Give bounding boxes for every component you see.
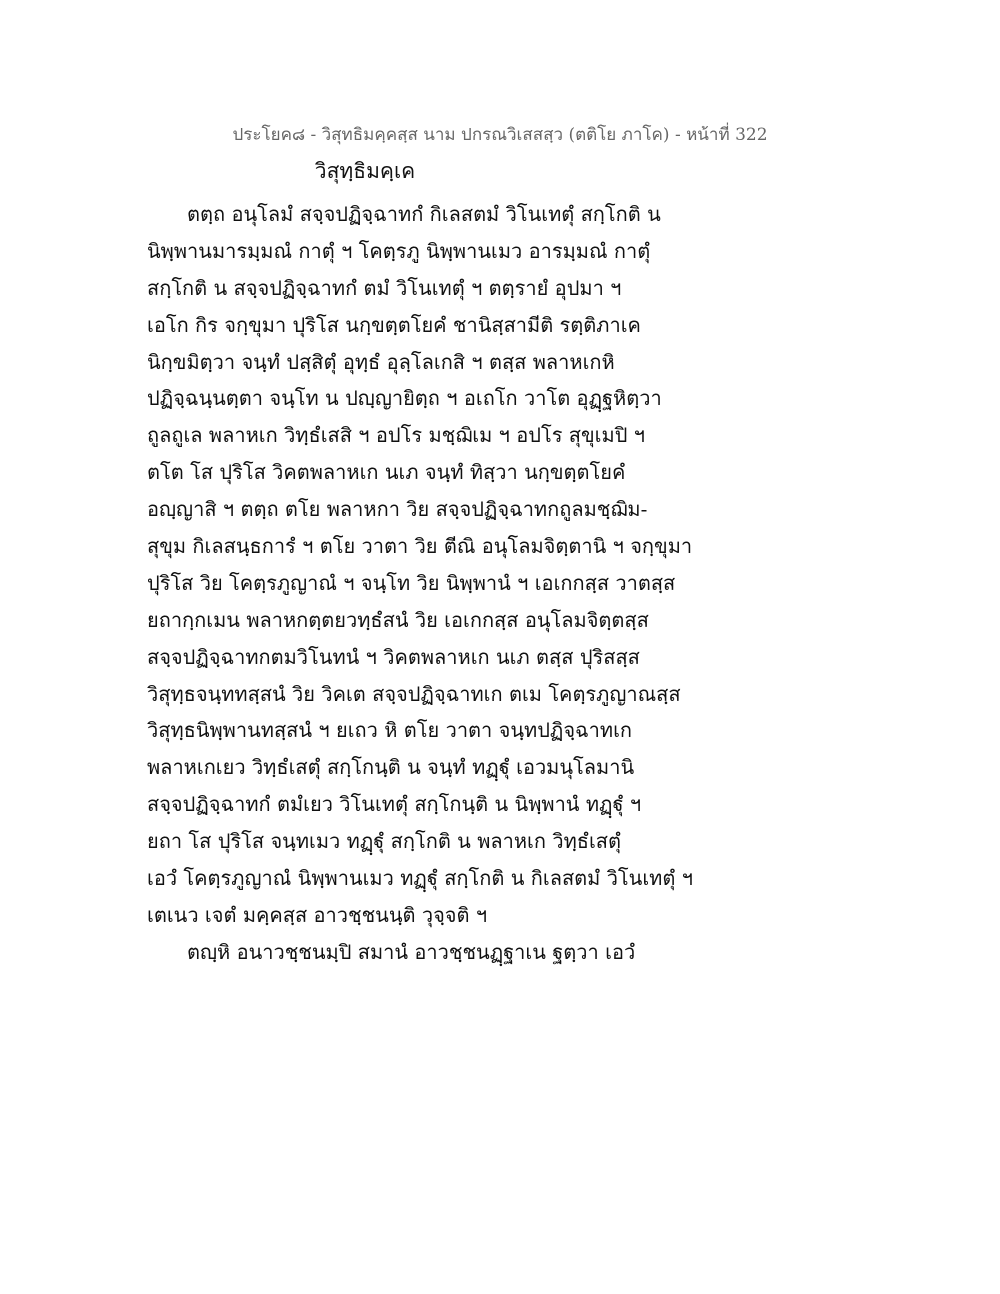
text-line: เอวํ โคตฺรภูญาณํ นิพฺพานเมว ทฏฺฐุํ สกฺโกติ น กิเลสตมํ วิโนเทตุํ ฯ	[147, 866, 693, 891]
text-line: นิกฺขมิตฺวา จนฺทํ ปสฺสิตุํ อุทฺธํ อุลฺโลเกสิ ฯ ตสฺส พลาหเกหิ	[147, 349, 615, 374]
text-line: ยถากฺกเมน พลาหกตฺตยวทฺธํสนํ วิย เอเกกสฺส อนุโลมจิตฺตสฺส	[147, 607, 649, 632]
text-line: นิพฺพานมารมฺมณํ กาตุํ ฯ โคตฺรภู นิพฺพานเมว อารมฺมณํ กาตุํ	[147, 238, 651, 263]
running-header: ประโยค๘ - วิสุทธิมคฺคสฺส นาม ปกรณวิเสสสฺว (ตติโย ภาโค) - หน้าที่ 322	[232, 125, 768, 145]
text-line: เตเนว เจตํ มคฺคสฺส อาวชฺชนนฺติ วุจฺจติ ฯ	[147, 902, 488, 927]
text-line: ตโต โส ปุริโส วิคตพลาหเก นเภ จนฺทํ ทิสฺวา นกฺขตฺตโยคํ	[147, 460, 626, 485]
text-line: วิสุทฺธนิพฺพานทสฺสนํ ฯ ยเถว หิ ตโย วาตา จนฺทปฏิจฺฉาทเก	[147, 718, 633, 743]
text-line: สกฺโกติ น สจฺจปฏิจฺฉาทกํ ตมํ วิโนเทตุํ ฯ ตตฺรายํ อุปมา ฯ	[147, 275, 622, 300]
text-line: สจฺจปฏิจฺฉาทกํ ตมํเยว วิโนเทตุํ สกฺโกนฺติ น นิพฺพานํ ทฏฺฐุํ ฯ	[147, 792, 642, 817]
text-line: ตญฺหิ อนาวชฺชนมฺปิ สมานํ อาวชฺชนฏฺฐาเน ฐตฺวา เอวํ	[187, 939, 636, 964]
text-line: ยถา โส ปุริโส จนฺทเมว ทฏฺฐุํ สกฺโกติ น พลาหเก วิทฺธํเสตุํ	[147, 829, 622, 854]
text-line: ตตฺถ อนุโลมํ สจฺจปฏิจฺฉาทกํ กิเลสตมํ วิโนเทตุํ สกฺโกติ น	[187, 202, 661, 226]
text-line: วิสุทฺธจนฺททสฺสนํ วิย วิคเต สจฺจปฏิจฺฉาทเก ตเม โคตฺรภูญาณสฺส	[147, 681, 681, 706]
text-line: เอโก กิร จกฺขุมา ปุริโส นกฺขตฺตโยคํ ชานิสฺสามีติ รตฺติภาเค	[147, 312, 641, 337]
text-line: ปุริโส วิย โคตฺรภูญาณํ ฯ จนฺโท วิย นิพฺพานํ ฯ เอเกกสฺส วาตสฺส	[147, 570, 676, 595]
text-line: สจฺจปฏิจฺฉาทกตมวิโนทนํ ฯ วิคตพลาหเก นเภ ตสฺส ปุริสสฺส	[147, 644, 640, 669]
text-line: ถูลถูเล พลาหเก วิทฺธํเสสิ ฯ อปโร มชฺฌิเม ฯ อปโร สุขุเมปิ ฯ	[147, 423, 645, 448]
section-title	[0, 155, 1000, 188]
text-line: สุขุม กิเลสนฺธการํ ฯ ตโย วาตา วิย ตีณิ อนุโลมจิตฺตานิ ฯ จกฺขุมา	[147, 534, 693, 559]
text-line: อญฺญาสิ ฯ ตตฺถ ตโย พลาหกา วิย สจฺจปฏิจฺฉาทกถูลมชฺฌิม-	[147, 497, 648, 522]
text-line: ปฏิจฺฉนฺนตฺตา จนฺโท น ปญฺญายิตฺถ ฯ อเถโก วาโต อุฏฺฐหิตฺวา	[147, 386, 662, 411]
section-title-text: วิสุทฺธิมคฺเค	[314, 159, 416, 183]
text-line: พลาหเกเยว วิทฺธํเสตุํ สกฺโกนฺติ น จนฺทํ ทฏฺฐุํ เอวมนุโลมานิ	[147, 755, 635, 780]
body-text	[147, 196, 707, 971]
